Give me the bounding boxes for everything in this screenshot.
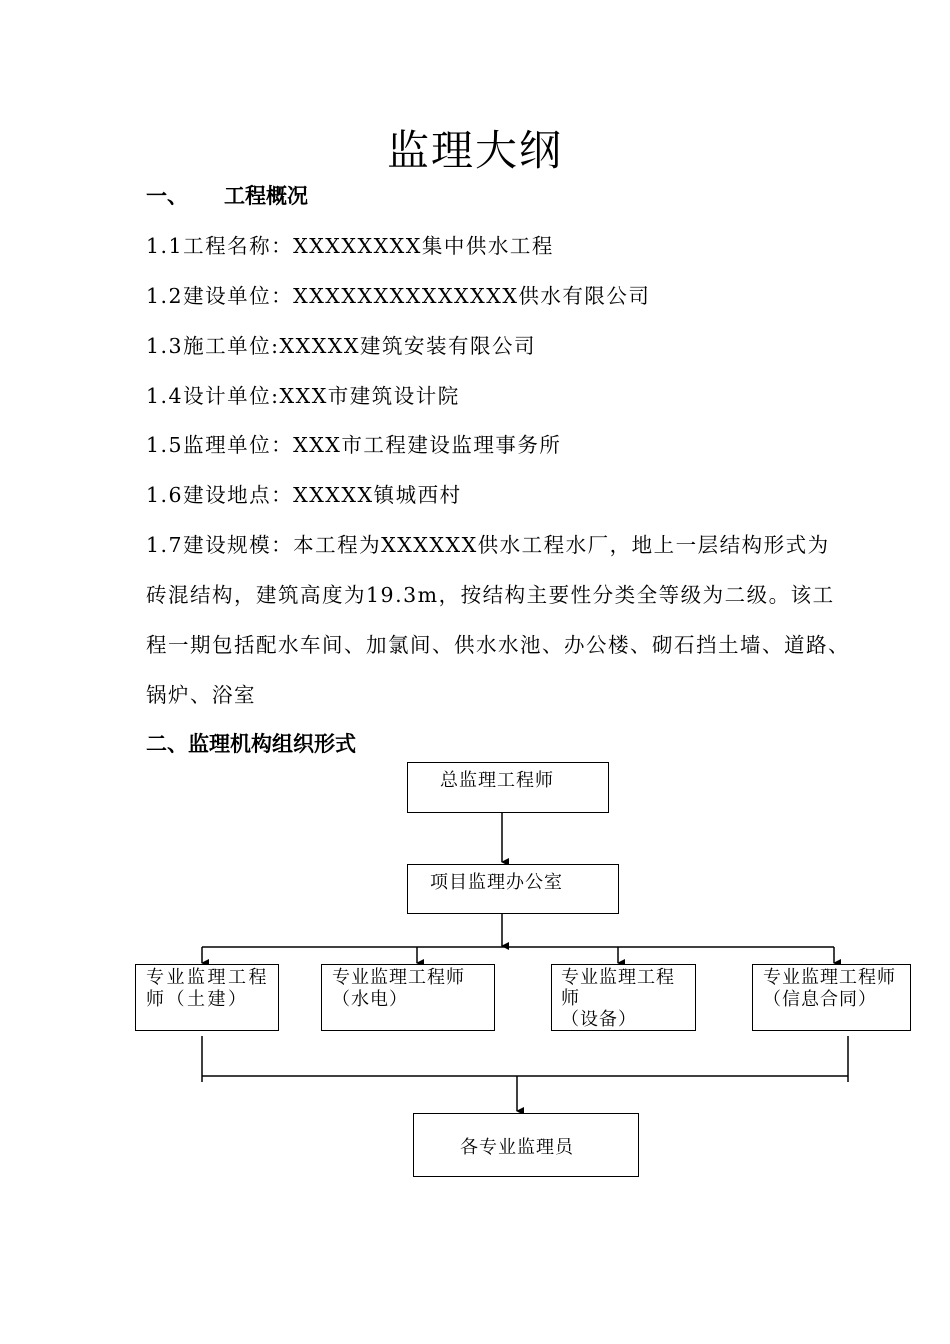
owner-line: 1.2建设单位：XXXXXXXXXXXXXX供水有限公司 — [146, 284, 651, 308]
location-line: 1.6建设地点：XXXXX镇城西村 — [146, 483, 462, 507]
scale-line-2: 砖混结构，建筑高度为19.3m，按结构主要性分类全等级为二级。该工 — [146, 583, 835, 607]
scale-line-3: 程一期包括配水车间、加氯间、供水水池、办公楼、砌石挡土墙、道路、 — [146, 633, 850, 657]
hydro-engineer-box — [321, 964, 495, 1031]
contract-engineer-label-2: （信息合同） — [763, 989, 877, 1010]
scale-line-1: 1.7建设规模：本工程为XXXXXX供水工程水厂，地上一层结构形式为 — [146, 533, 830, 557]
equipment-engineer-label-2: 师 — [561, 988, 580, 1009]
equipment-engineer-box — [551, 964, 696, 1031]
supervisor-line: 1.5监理单位：XXX市工程建设监理事务所 — [146, 433, 562, 457]
staff-box — [413, 1113, 639, 1177]
equipment-engineer-label-3: （设备） — [561, 1009, 637, 1030]
scale-line-4: 锅炉、浴室 — [146, 683, 256, 707]
section1-number: 一、 — [146, 184, 188, 208]
chief-engineer-box — [407, 762, 609, 813]
staff-label: 各专业监理员 — [460, 1137, 574, 1158]
section2-heading: 二、监理机构组织形式 — [146, 732, 356, 756]
civil-engineer-box — [135, 964, 279, 1031]
hydro-engineer-label-1: 专业监理工程师 — [332, 967, 465, 988]
civil-engineer-label-2: 师（土建） — [146, 989, 249, 1010]
contractor-line: 1.3施工单位:XXXXX建筑安装有限公司 — [146, 334, 536, 358]
project-name-line: 1.1工程名称：XXXXXXXX集中供水工程 — [146, 234, 554, 258]
contract-engineer-box — [752, 964, 911, 1031]
project-office-box — [407, 864, 619, 914]
equipment-engineer-label-1: 专业监理工程 — [561, 967, 675, 988]
chief-engineer-label: 总监理工程师 — [440, 770, 554, 791]
project-office-label: 项目监理办公室 — [430, 872, 563, 893]
hydro-engineer-label-2: （水电） — [332, 989, 408, 1010]
designer-line: 1.4设计单位:XXX市建筑设计院 — [146, 384, 460, 408]
section1-title: 工程概况 — [224, 184, 308, 208]
document-title: 监理大纲 — [386, 126, 563, 175]
contract-engineer-label-1: 专业监理工程师 — [763, 967, 896, 988]
civil-engineer-label-1: 专业监理工程 — [146, 967, 269, 988]
